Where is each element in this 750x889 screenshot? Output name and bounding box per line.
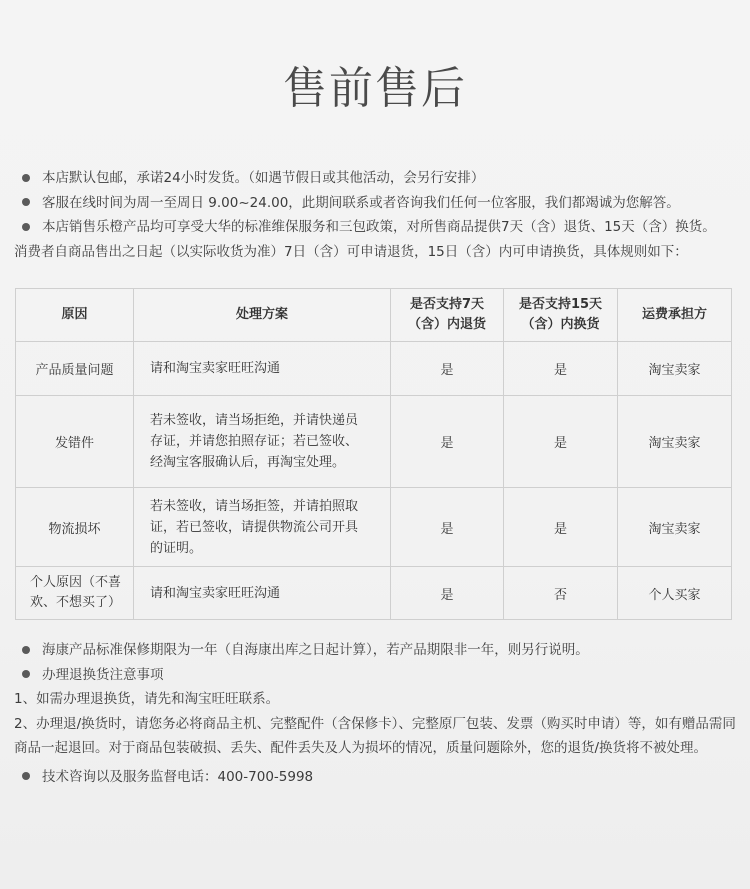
cell-refund: 是: [391, 396, 504, 488]
cell-refund: 是: [391, 342, 504, 396]
intro-text: 本店默认包邮，承诺24小时发货。（如遇节假日或其他活动，会另行安排）: [42, 170, 485, 186]
cell-freight: 个人买家: [618, 567, 732, 620]
cell-exchange: 是: [504, 342, 618, 396]
intro-section: [14, 166, 738, 264]
bullet-icon: [22, 198, 30, 206]
header-plan: 处理方案: [134, 289, 391, 342]
bullet-icon: [22, 223, 30, 231]
bullet-icon: [22, 174, 30, 182]
warranty-note: [14, 638, 738, 663]
bullet-icon: [22, 670, 30, 678]
cell-exchange: 是: [504, 396, 618, 488]
notice-item-2: 2、办理退/换货时，请您务必将商品主机、完整配件（含保修卡）、完整原厂包装、发票（购买时申请）等，如有赠品需同商品一起退回。对于商品包装破损、丢失、配件丢失及人为损坏的情况，质量问题除外，您的退货/换货将不被处理。: [14, 715, 736, 756]
table-row: [16, 342, 732, 396]
return-policy-table: [15, 288, 731, 620]
notice-item-1: 1、如需办理退换货，请先和淘宝旺旺联系。: [14, 691, 280, 707]
bullet-icon: [22, 646, 30, 654]
contact-line: [14, 765, 738, 790]
table-row: [16, 396, 732, 488]
cell-exchange: 否: [504, 567, 618, 620]
cell-freight: 淘宝卖家: [618, 396, 732, 488]
cell-freight: 淘宝卖家: [618, 342, 732, 396]
intro-text: 客服在线时间为周一至周日 9.00~24.00，此期间联系或者咨询我们任何一位客服，我们都竭诚为您解答。: [42, 194, 680, 211]
intro-text: 消费者自商品售出之日起（以实际收货为准）7日（含）可申请退货，15日（含）内可申请换货，具体规则如下：: [14, 243, 688, 260]
cell-refund: 是: [391, 567, 504, 620]
header-refund: 是否支持7天（含）内退货: [391, 289, 504, 342]
table-row: [16, 567, 732, 620]
notice-title-text: 办理退换货注意事项: [42, 666, 164, 683]
table-header-row: [16, 289, 732, 342]
warranty-text: 海康产品标准保修期限为一年（自海康出库之日起计算），若产品期限非一年，则另行说明。: [42, 642, 589, 658]
cell-reason: 发错件: [16, 396, 134, 488]
header-exchange: 是否支持15天（含）内换货: [504, 289, 618, 342]
intro-item: [14, 166, 738, 191]
header-reason: 原因: [16, 289, 134, 342]
intro-item: [14, 240, 738, 265]
header-freight: 运费承担方: [618, 289, 732, 342]
page-title: 售前售后: [283, 63, 467, 114]
cell-refund: 是: [391, 488, 504, 567]
cell-reason: 个人原因（不喜欢、不想买了）: [16, 567, 134, 620]
cell-exchange: 是: [504, 488, 618, 567]
cell-freight: 淘宝卖家: [618, 488, 732, 567]
cell-plan: 若未签收，请当场拒绝，并请快递员存证，并请您拍照存证；若已签收、经淘宝客服确认后，再淘宝处理。: [134, 396, 391, 488]
intro-text: 本店销售乐橙产品均可享受大华的标准维保服务和三包政策，对所售商品提供7天（含）退货、15天（含）换货。: [42, 219, 716, 235]
intro-item: [14, 191, 738, 216]
cell-plan: 若未签收，请当场拒签，并请拍照取证，若已签收，请提供物流公司开具的证明。: [134, 488, 391, 567]
notice-title: [14, 663, 738, 688]
contact-text: 技术咨询以及服务监督电话：400-700-5998: [42, 768, 314, 785]
intro-item: [14, 215, 738, 240]
cell-reason: 产品质量问题: [16, 342, 134, 396]
cell-plan: 请和淘宝卖家旺旺沟通: [134, 342, 391, 396]
cell-plan: 请和淘宝卖家旺旺沟通: [134, 567, 391, 620]
table-row: [16, 488, 732, 567]
bullet-icon: [22, 772, 30, 780]
footer-section: [14, 638, 738, 789]
cell-reason: 物流损坏: [16, 488, 134, 567]
